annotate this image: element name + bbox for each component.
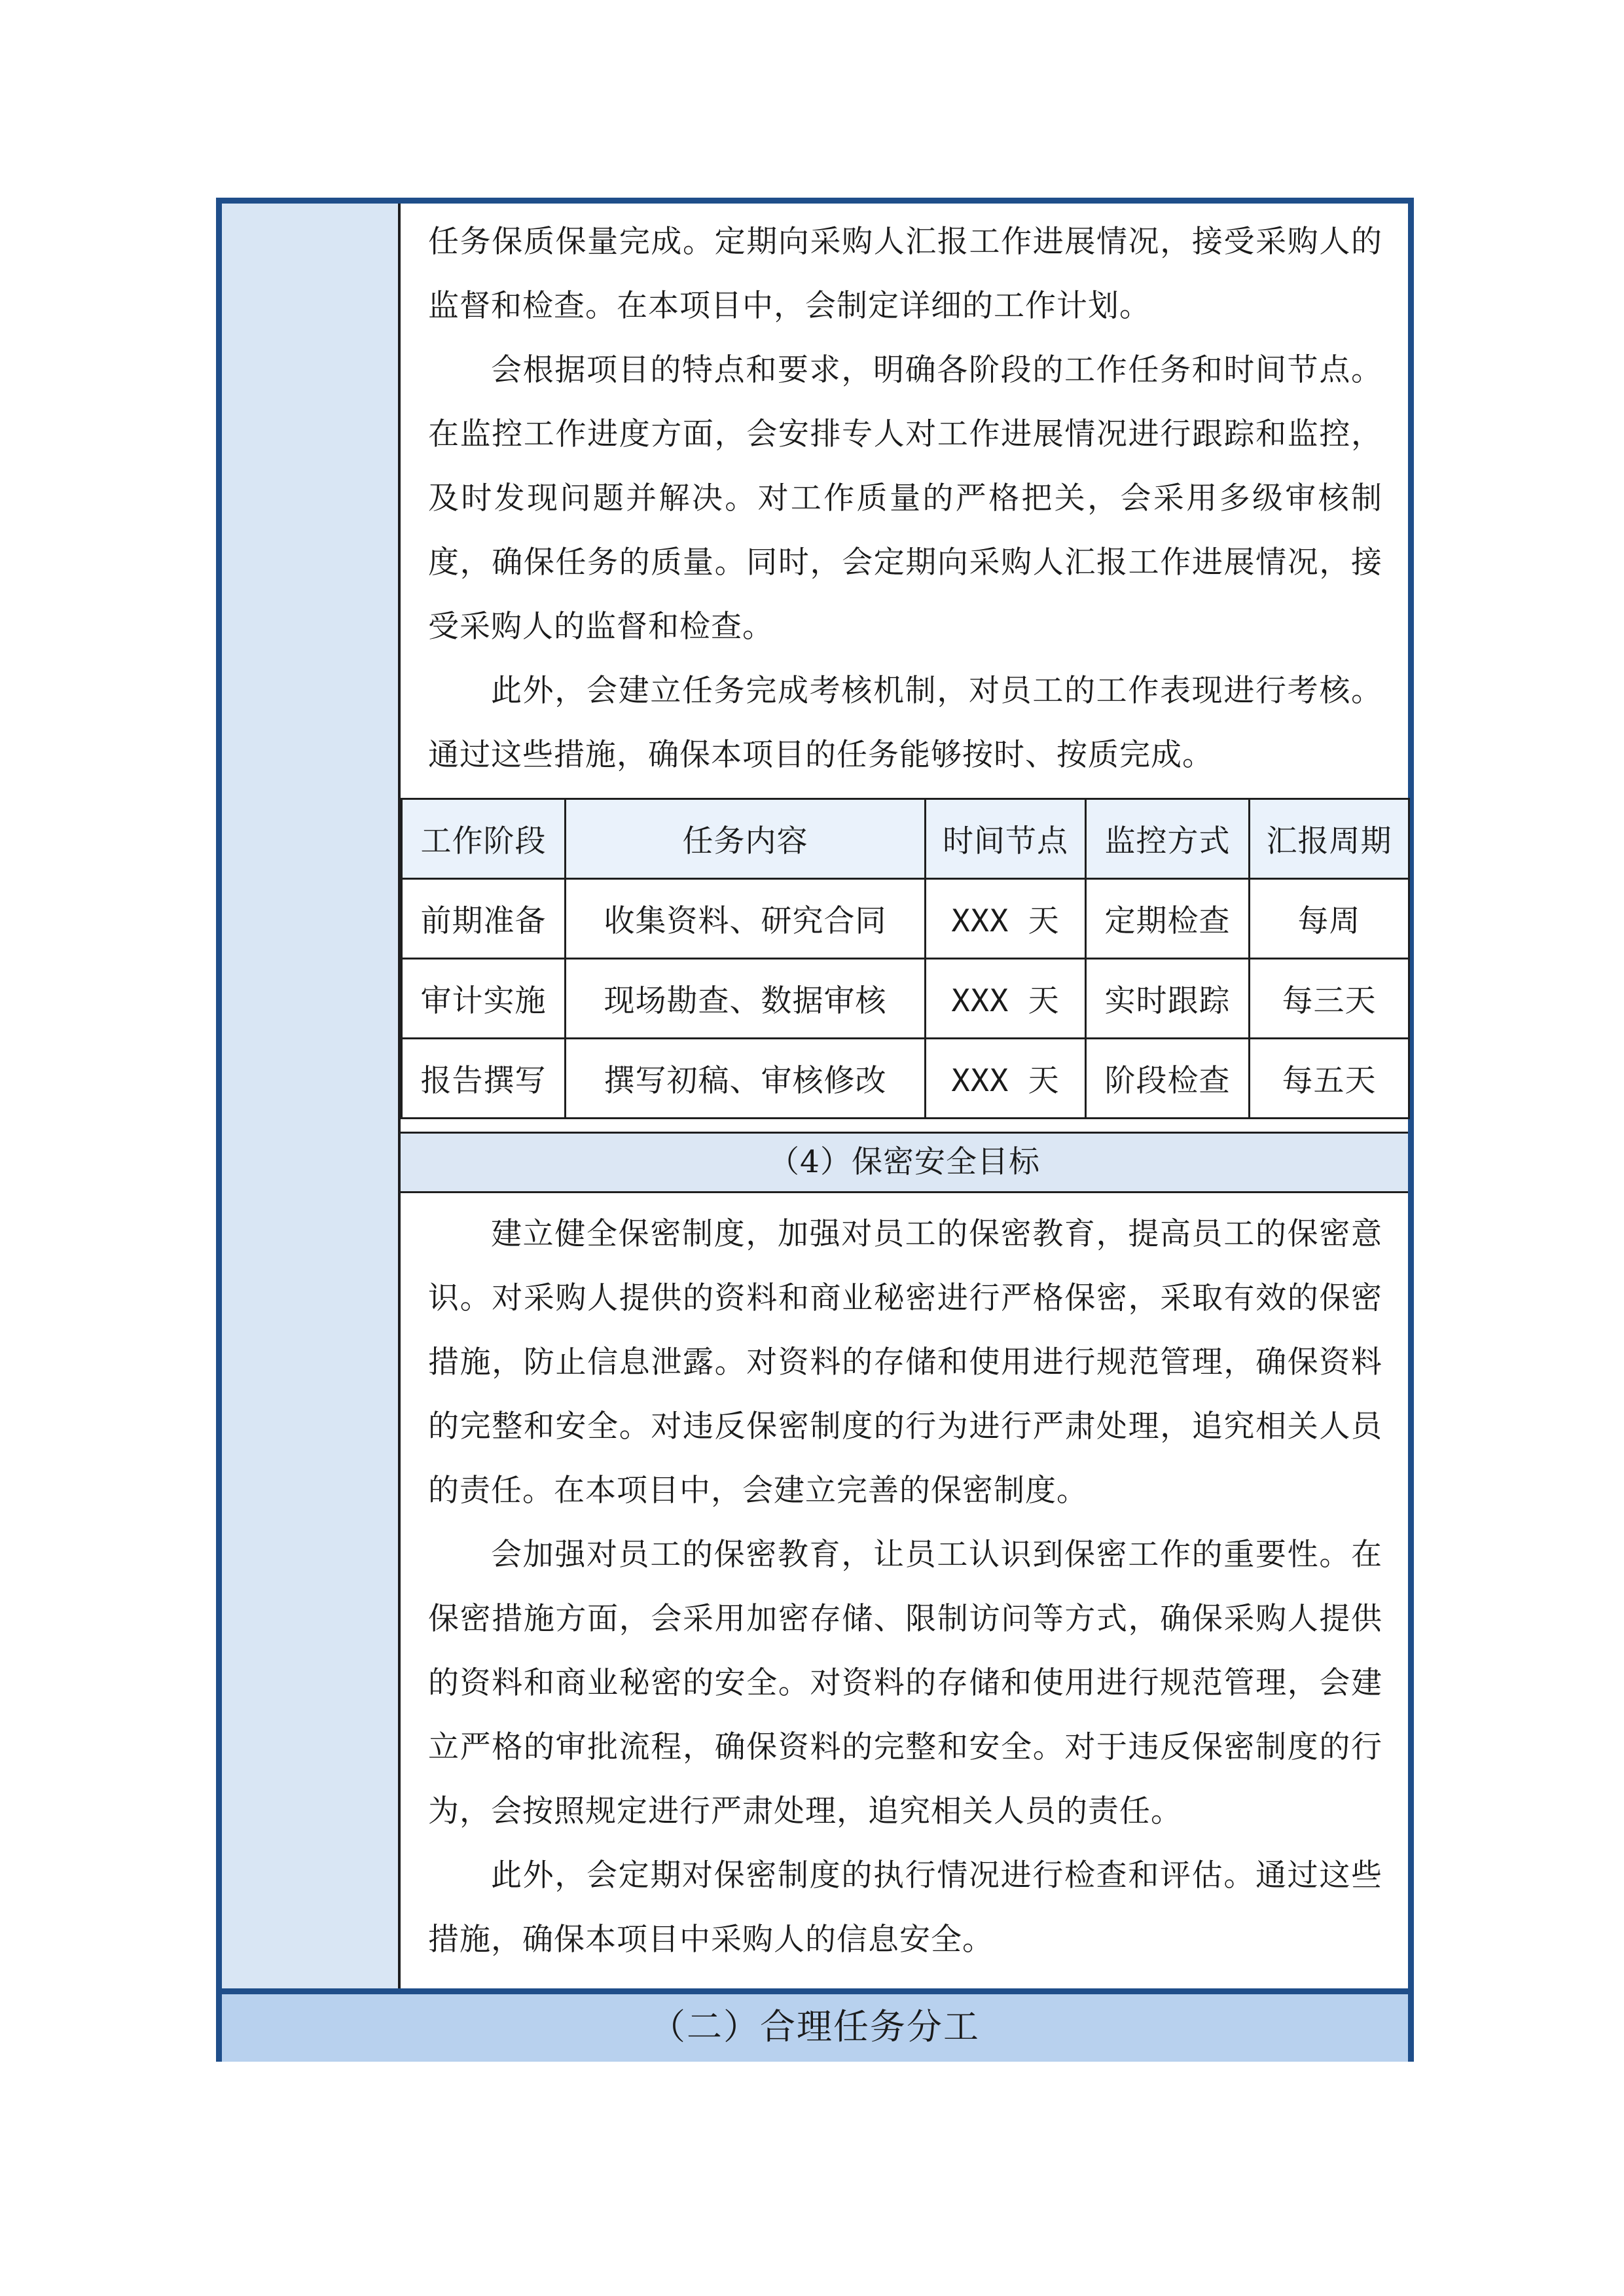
cell-time: XXX 天 — [926, 1039, 1086, 1119]
table-row — [402, 879, 1409, 959]
cell-report: 每三天 — [1250, 959, 1409, 1039]
cell-stage: 报告撰写 — [402, 1039, 566, 1119]
table-row — [402, 1039, 1409, 1119]
subheading-confidentiality: （4）保密安全目标 — [401, 1132, 1408, 1193]
paragraph-continuation: 任务保质保量完成。定期向采购人汇报工作进展情况，接受采购人的监督和检查。在本项目中，会制定详细的工作计划。 — [428, 224, 1382, 324]
paragraph-confidentiality-education: 会加强对员工的保密教育，让员工认识到保密工作的重要性。在保密措施方面，会采用加密存储、限制访问等方式，确保采购人提供的资料和商业秘密的安全。对资料的存储和使用进行规范管理，会建立严格的审批流程，确保资料的完整和安全。对于违反保密制度的行为，会按照规定进行严肃处理，追究相关人员的责任。 — [428, 1537, 1382, 1829]
left-label-column — [222, 204, 401, 1988]
header-monitor: 监控方式 — [1086, 799, 1250, 879]
document-frame — [216, 198, 1414, 2062]
table-header-row — [402, 799, 1409, 879]
header-content: 任务内容 — [566, 799, 926, 879]
paragraph-confidentiality-review: 此外，会定期对保密制度的执行情况进行检查和评估。通过这些措施，确保本项目中采购人的信息安全。 — [428, 1857, 1382, 1958]
cell-report: 每周 — [1250, 879, 1409, 959]
cell-report: 每五天 — [1250, 1039, 1409, 1119]
task-schedule-table — [401, 798, 1410, 1119]
paragraph-plan: 会根据项目的特点和要求，明确各阶段的工作任务和时间节点。在监控工作进度方面，会安排专人对工作进展情况进行跟踪和监控，及时发现问题并解决。对工作质量的严格把关，会采用多级审核制度，确保任务的质量。同时，会定期向采购人汇报工作进展情况，接受采购人的监督和检查。 — [428, 352, 1382, 645]
cell-stage: 审计实施 — [402, 959, 566, 1039]
cell-content: 撰写初稿、审核修改 — [566, 1039, 926, 1119]
cell-monitor: 阶段检查 — [1086, 1039, 1250, 1119]
table-row — [402, 959, 1409, 1039]
cell-monitor: 定期检查 — [1086, 879, 1250, 959]
header-report: 汇报周期 — [1250, 799, 1409, 879]
cell-time: XXX 天 — [926, 959, 1086, 1039]
cell-time: XXX 天 — [926, 879, 1086, 959]
cell-content: 现场勘查、数据审核 — [566, 959, 926, 1039]
cell-monitor: 实时跟踪 — [1086, 959, 1250, 1039]
cell-content: 收集资料、研究合同 — [566, 879, 926, 959]
paragraph-confidentiality-system: 建立健全保密制度，加强对员工的保密教育，提高员工的保密意识。对采购人提供的资料和商业秘密进行严格保密，采取有效的保密措施，防止信息泄露。对资料的存储和使用进行规范管理，确保资料的完整和安全。对违反保密制度的行为进行严肃处理，追究相关人员的责任。在本项目中，会建立完善的保密制度。 — [428, 1216, 1382, 1509]
header-time: 时间节点 — [926, 799, 1086, 879]
paragraph-assessment: 此外，会建立任务完成考核机制，对员工的工作表现进行考核。通过这些措施，确保本项目的任务能够按时、按质完成。 — [428, 673, 1382, 773]
header-stage: 工作阶段 — [402, 799, 566, 879]
section-title-task-division: （二）合理任务分工 — [222, 1988, 1408, 2062]
cell-stage: 前期准备 — [402, 879, 566, 959]
